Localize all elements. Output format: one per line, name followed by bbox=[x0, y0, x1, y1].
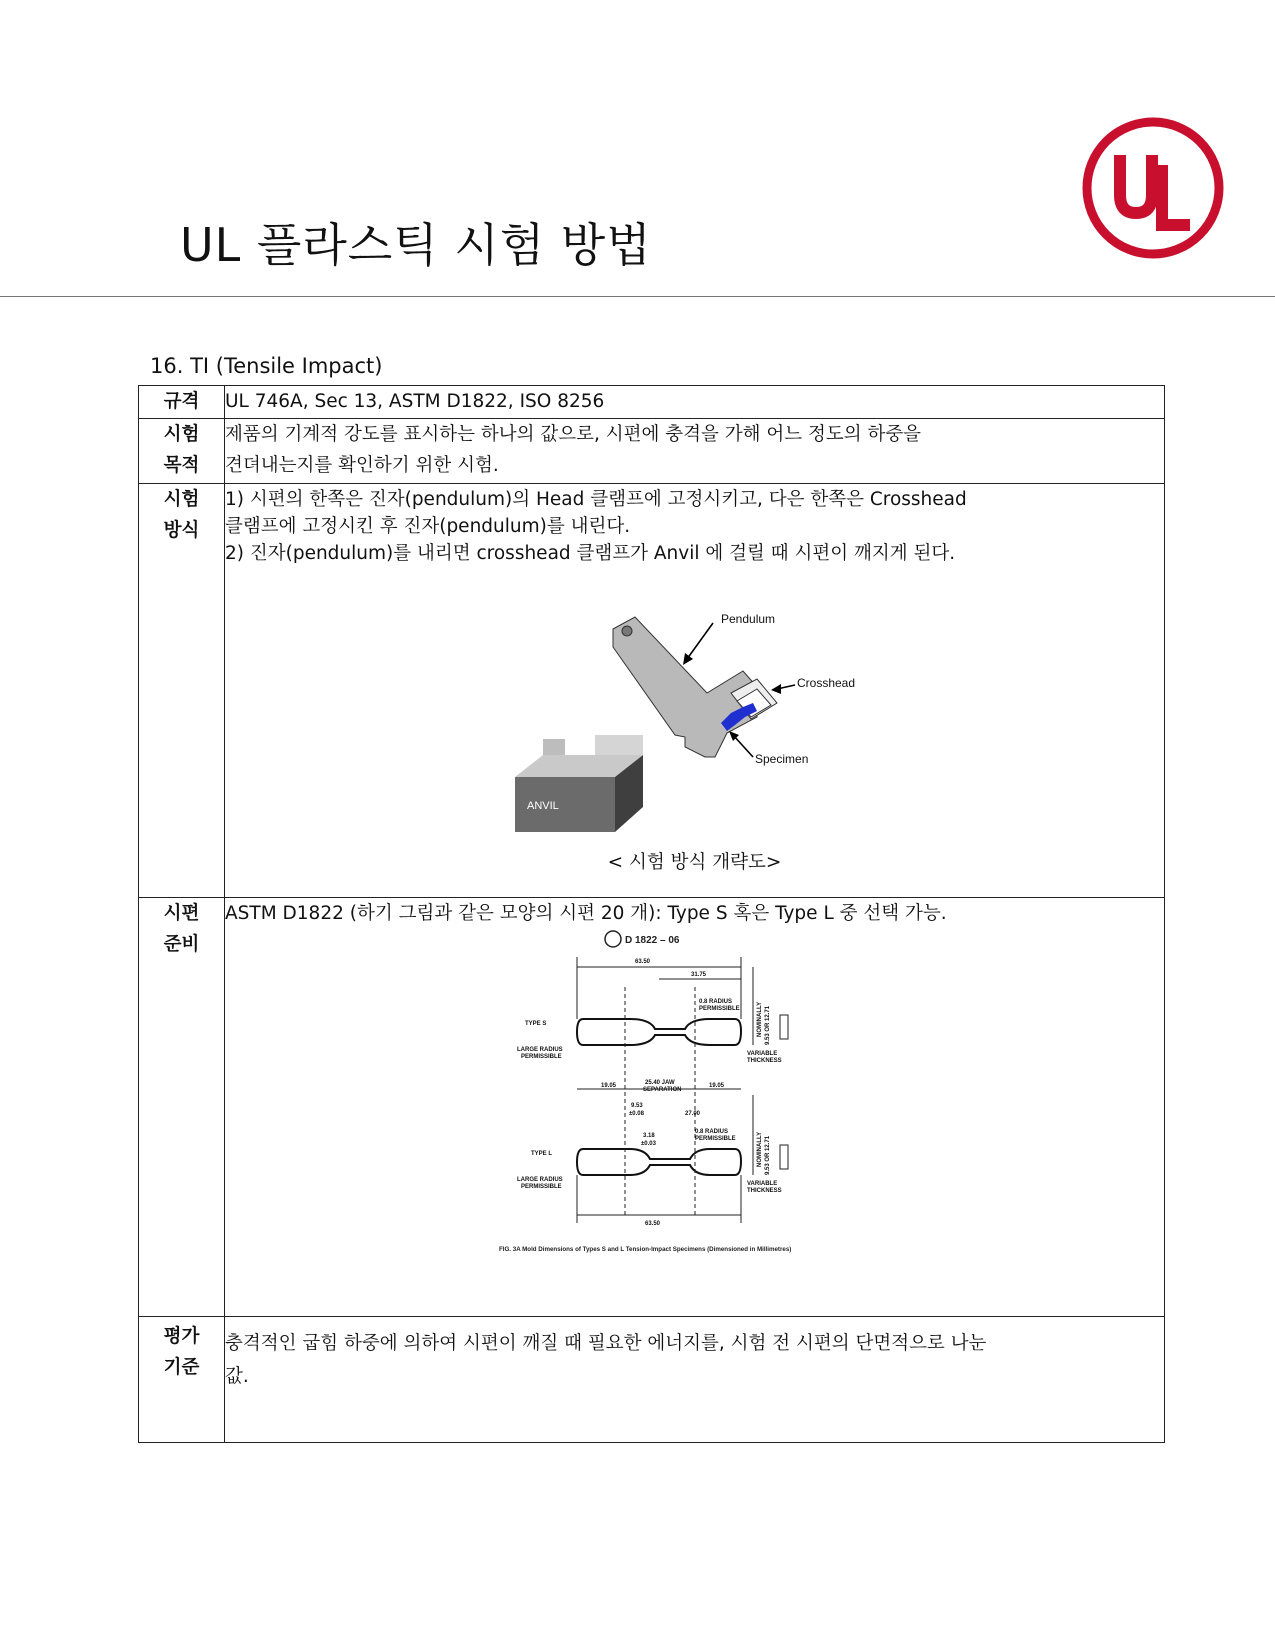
radius-note-l1: 0.8 RADIUS bbox=[695, 1129, 729, 1135]
variable-l1: VARIABLE bbox=[747, 1181, 778, 1187]
label-line: 시험 bbox=[163, 424, 200, 445]
text-line: 1) 시편의 한쪽은 진자(pendulum)의 Head 클램프에 고정시키고, 다은 한쪽은 Crosshead bbox=[225, 489, 967, 510]
row-evaluation bbox=[139, 1317, 1165, 1443]
variable-s2: THICKNESS bbox=[747, 1058, 782, 1064]
text-line: 제품의 기계적 강도를 표시하는 하나의 값으로, 시편에 충격을 가해 어느 정도의 하중을 bbox=[225, 424, 922, 445]
row-method bbox=[139, 484, 1165, 898]
specimen-label: Specimen bbox=[755, 752, 809, 766]
spec-table bbox=[138, 385, 1165, 1443]
dim-3175: 31.75 bbox=[691, 972, 707, 978]
text-line: 값. bbox=[225, 1366, 249, 1387]
dim-tol: ±0.08 bbox=[629, 1111, 644, 1117]
dim-318: 3.18 bbox=[643, 1133, 655, 1139]
dim-2700: 27.00 bbox=[685, 1111, 701, 1117]
label-standard: 규격 bbox=[139, 386, 225, 419]
label-method bbox=[139, 484, 225, 898]
anvil-block bbox=[515, 735, 643, 832]
dim-separation: SEPARATION bbox=[643, 1087, 682, 1093]
text-line: 견뎌내는지를 확인하기 위한 시험. bbox=[225, 455, 499, 476]
label-line: 준비 bbox=[163, 934, 200, 955]
section-heading: 16. TI (Tensile Impact) bbox=[150, 354, 383, 378]
method-figure bbox=[225, 567, 1164, 897]
page-title: UL 플라스틱 시험 방법 bbox=[180, 218, 652, 272]
astm-doc-number: D 1822 – 06 bbox=[625, 935, 680, 946]
label-line: 시편 bbox=[163, 903, 200, 924]
nominally-l: NOMINALLY bbox=[757, 1131, 763, 1167]
large-radius-l1: LARGE RADIUS bbox=[517, 1177, 563, 1183]
header-divider bbox=[0, 296, 1275, 297]
text-line: 클램프에 고정시킨 후 진자(pendulum)를 내린다. bbox=[225, 516, 631, 537]
label-line: 목적 bbox=[163, 455, 200, 476]
text-line: ASTM D1822 (하기 그림과 같은 모양의 시편 20 개): Type S 혹은 Type L 중 선택 가능. bbox=[225, 903, 947, 924]
label-line: 평가 bbox=[163, 1326, 200, 1347]
row-specimen bbox=[139, 898, 1165, 1317]
content-standard: UL 746A, Sec 13, ASTM D1822, ISO 8256 bbox=[225, 386, 1165, 419]
radius-note-s2: PERMISSIBLE bbox=[699, 1006, 740, 1012]
dim-1905-right: 19.05 bbox=[709, 1083, 725, 1089]
label-purpose bbox=[139, 419, 225, 484]
large-radius-s2: PERMISSIBLE bbox=[521, 1054, 562, 1060]
content-evaluation bbox=[225, 1317, 1165, 1443]
radius-note-l2: PERMISSIBLE bbox=[695, 1136, 736, 1142]
astm-figure bbox=[225, 927, 1164, 1287]
row-purpose bbox=[139, 419, 1165, 484]
text-line: 2) 진자(pendulum)를 내리면 crosshead 클램프가 Anvil 에 걸릴 때 시편이 깨지게 된다. bbox=[225, 543, 956, 564]
label-line: 시험 bbox=[163, 489, 200, 510]
row-standard bbox=[139, 386, 1165, 419]
dim-6350-bottom: 63.50 bbox=[645, 1221, 661, 1227]
type-s-outline bbox=[577, 1019, 741, 1045]
type-l-outline bbox=[577, 1149, 741, 1175]
nominal-value-l: 9.53 OR 12.71 bbox=[765, 1135, 771, 1175]
astm-specimen-drawing bbox=[495, 927, 885, 1267]
variable-l2: THICKNESS bbox=[747, 1188, 782, 1194]
astm-figure-caption: FIG. 3A Mold Dimensions of Types S and L Tension-Impact Specimens (Dimensioned in Millimetres) bbox=[499, 1246, 792, 1253]
method-figure-caption: < 시험 방식 개략도> bbox=[607, 852, 782, 873]
type-l-label: TYPE L bbox=[531, 1151, 553, 1157]
nominal-value-s: 9.53 OR 12.71 bbox=[765, 1005, 771, 1045]
label-line: 기준 bbox=[163, 1357, 200, 1378]
anvil-label: ANVIL bbox=[527, 800, 559, 812]
crosshead-label: Crosshead bbox=[797, 676, 856, 690]
content-method bbox=[225, 484, 1165, 898]
dim-953: 9.53 bbox=[631, 1103, 643, 1109]
nominally-s: NOMINALLY bbox=[757, 1001, 763, 1037]
dim-tol2: ±0.03 bbox=[641, 1141, 656, 1147]
ul-logo bbox=[1078, 113, 1228, 263]
label-evaluation bbox=[139, 1317, 225, 1443]
label-line: 방식 bbox=[163, 520, 200, 541]
large-radius-s1: LARGE RADIUS bbox=[517, 1047, 563, 1053]
tensile-impact-diagram bbox=[495, 607, 875, 837]
pendulum-label: Pendulum bbox=[721, 612, 776, 626]
type-s-label: TYPE S bbox=[525, 1021, 547, 1027]
content-specimen bbox=[225, 898, 1165, 1317]
variable-s1: VARIABLE bbox=[747, 1051, 778, 1057]
text-line: 충격적인 굽힘 하중에 의하여 시편이 깨질 때 필요한 에너지를, 시험 전 시편의 단면적으로 나눈 bbox=[225, 1333, 987, 1354]
dim-1905-left: 19.05 bbox=[601, 1083, 617, 1089]
large-radius-l2: PERMISSIBLE bbox=[521, 1184, 562, 1190]
label-specimen bbox=[139, 898, 225, 1317]
dim-6350-top: 63.50 bbox=[635, 959, 651, 965]
radius-note-s1: 0.8 RADIUS bbox=[699, 999, 733, 1005]
content-purpose bbox=[225, 419, 1165, 484]
astm-icon bbox=[605, 931, 621, 947]
dim-2540: 25.40 JAW bbox=[645, 1080, 675, 1086]
